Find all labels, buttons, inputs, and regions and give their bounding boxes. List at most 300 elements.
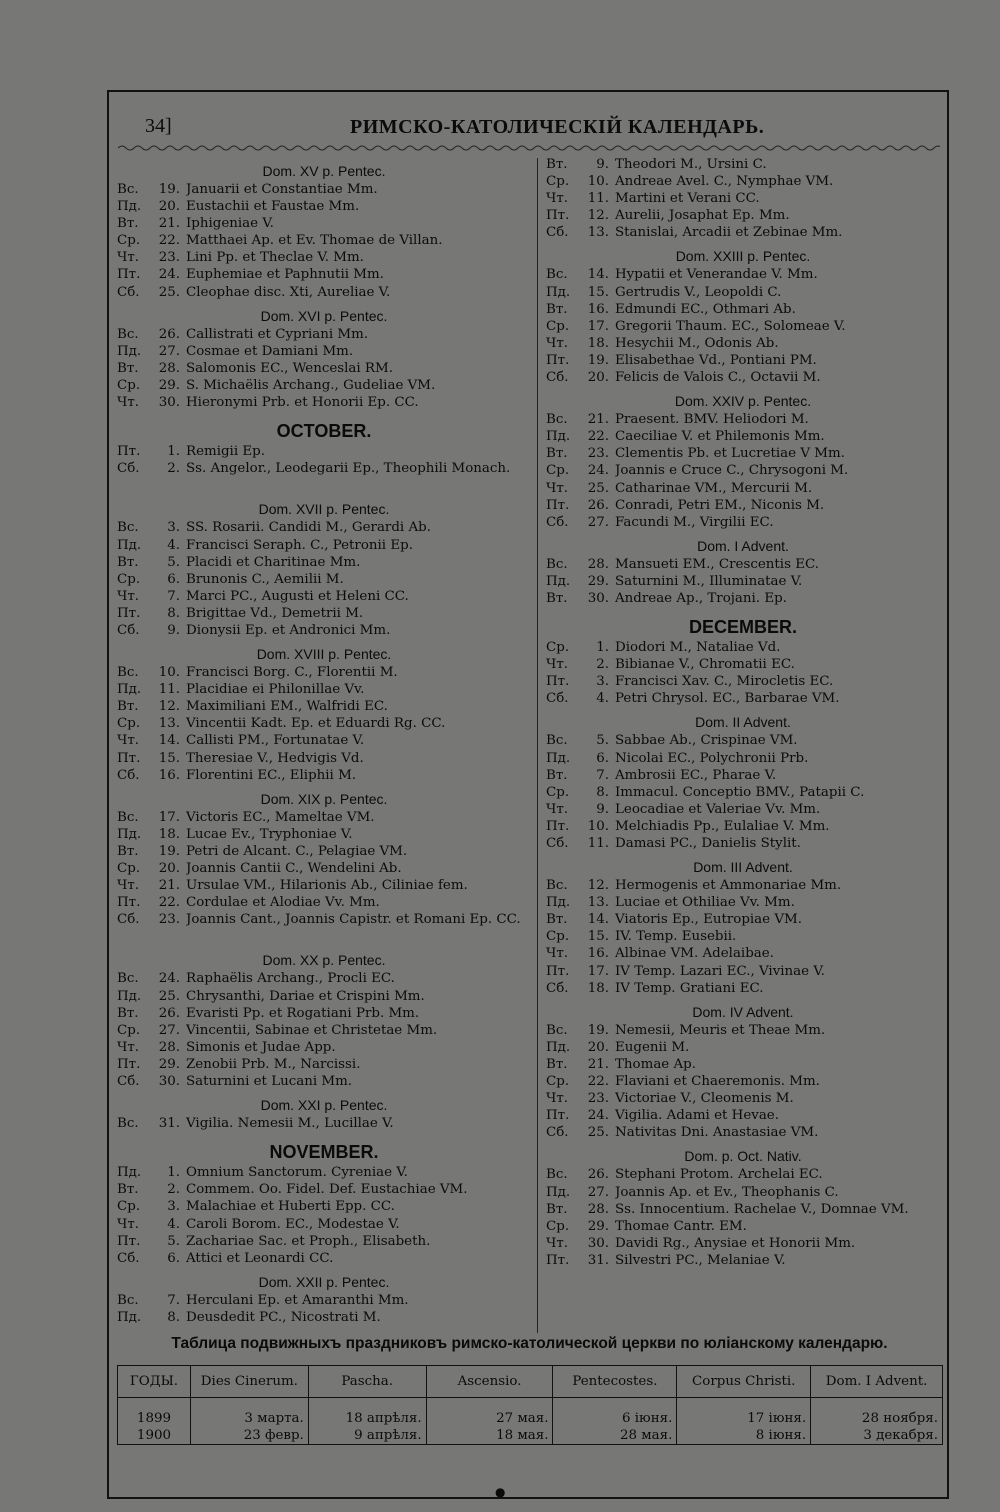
- calendar-entry: [117, 519, 531, 536]
- day-number: 26.: [158, 326, 180, 342]
- calendar-entry: [117, 1233, 531, 1250]
- weekday: Вт.: [546, 1201, 568, 1217]
- saints-text: Hermogenis et Ammonariae Mm.: [615, 878, 842, 894]
- calendar-entry: [117, 1022, 531, 1039]
- saints-text: Salomonis EC., Wenceslai RM.: [186, 360, 393, 376]
- saints-text: Thomae Cantr. EM.: [615, 1218, 747, 1234]
- saints-text: Joannis Cantii C., Wendelini Ab.: [186, 861, 402, 876]
- weekday: Сб.: [117, 912, 140, 928]
- weekday: Сб.: [546, 225, 569, 241]
- date-cell: 18 апрѣля.: [308, 1410, 426, 1427]
- table-header-cell: Ascensio.: [426, 1366, 553, 1398]
- calendar-entry: [546, 352, 940, 369]
- day-number: 21.: [587, 1056, 609, 1072]
- day-number: 23.: [158, 250, 180, 266]
- weekday: Чт.: [546, 657, 569, 673]
- calendar-entry: [117, 894, 531, 911]
- weekday: Пт.: [117, 750, 141, 766]
- calendar-entry: [546, 266, 940, 283]
- day-number: 31.: [587, 1252, 609, 1268]
- saints-text: Joannis Ap. et Ev., Theophanis C.: [615, 1184, 839, 1200]
- calendar-entry: [546, 173, 940, 190]
- calendar-entry: [546, 335, 940, 352]
- saints-text: Victoris EC., Mameltae VM.: [186, 809, 375, 825]
- saints-text: Marci PC., Augusti et Heleni CC.: [186, 588, 409, 604]
- saints-text: Conradi, Petri EM., Niconis M.: [615, 497, 825, 513]
- table-row: [118, 1410, 943, 1427]
- calendar-entry: [117, 605, 531, 622]
- weekday: Пд.: [546, 573, 571, 589]
- saints-text: Placidi et Charitinae Mm.: [186, 554, 361, 570]
- wavy-divider: [118, 143, 940, 153]
- weekday: Пд.: [117, 1165, 142, 1181]
- weekday: Ср.: [546, 1218, 570, 1234]
- calendar-entry: [117, 622, 531, 639]
- calendar-entry: [117, 715, 531, 732]
- saints-text: Vincentii Kadt. Ep. et Eduardi Rg. CC.: [186, 716, 446, 732]
- calendar-entry: [117, 1056, 531, 1073]
- day-number: 8.: [596, 784, 609, 800]
- calendar-entry: [546, 750, 940, 767]
- date-cell: 17 іюня.: [677, 1410, 811, 1427]
- calendar-entry: [546, 690, 940, 707]
- saints-text: Joannis Cant., Joannis Capistr. et Romani Ep. CC.: [186, 912, 521, 928]
- day-number: 27.: [158, 1022, 180, 1038]
- saints-text: Felicis de Valois C., Octavii M.: [615, 370, 821, 386]
- saints-text: Lini Pp. et Theclae V. Mm.: [186, 250, 364, 266]
- date-cell: 27 мая.: [426, 1410, 553, 1427]
- calendar-entry: [546, 318, 940, 335]
- weekday: Пт.: [546, 963, 570, 979]
- weekday: Вс.: [546, 1022, 568, 1038]
- saints-text: Stephani Protom. Archelai EC.: [615, 1167, 823, 1183]
- saints-text: Remigii Ep.: [186, 444, 265, 460]
- day-number: 14.: [158, 733, 180, 749]
- calendar-entry: [546, 928, 940, 945]
- calendar-entry: [546, 1252, 940, 1269]
- day-number: 17.: [158, 809, 180, 825]
- calendar-entry: [546, 656, 940, 673]
- date-cell: 6 іюня.: [553, 1410, 677, 1427]
- weekday: Сб.: [546, 691, 569, 707]
- day-number: 18.: [158, 826, 180, 842]
- day-number: 22.: [158, 233, 180, 249]
- spacer-cell: [426, 1398, 553, 1411]
- day-number: 8.: [167, 605, 180, 621]
- saints-text: Hypatii et Venerandae V. Mm.: [615, 267, 818, 283]
- day-number: 8.: [167, 1309, 180, 1325]
- weekday: Пд.: [117, 199, 142, 215]
- left-column: [117, 156, 531, 1326]
- day-number: 20.: [587, 1039, 609, 1055]
- weekday: Ср.: [546, 784, 570, 800]
- day-number: 4.: [596, 691, 609, 707]
- calendar-entry: [117, 1073, 531, 1090]
- table-caption: Таблица подвижныхъ праздниковъ римско-католической церкви по юліанскому календарю.: [171, 1335, 888, 1352]
- day-number: 26.: [587, 1167, 609, 1183]
- sunday-heading: Dom. XXI p. Pentec.: [260, 1097, 388, 1114]
- weekday: Вс.: [117, 520, 139, 536]
- day-number: 30.: [587, 590, 609, 606]
- saints-text: Thomae Ap.: [615, 1056, 696, 1072]
- calendar-entry: [117, 988, 531, 1005]
- date-cell: 18 мая.: [426, 1427, 553, 1445]
- day-number: 2.: [167, 1182, 180, 1198]
- right-column: [546, 156, 940, 1269]
- day-number: 15.: [587, 929, 609, 945]
- weekday: Пд.: [117, 988, 142, 1004]
- calendar-entry: [546, 284, 940, 301]
- saints-text: Raphaëlis Archang., Procli EC.: [186, 971, 395, 987]
- weekday: Вт.: [546, 912, 568, 928]
- weekday: Пд.: [546, 895, 571, 911]
- saints-text: Maximiliani EM., Walfridi EC.: [186, 699, 388, 715]
- date-cell: 8 іюня.: [677, 1427, 811, 1445]
- table-header-cell: ГОДЫ.: [118, 1366, 191, 1398]
- saints-text: Matthaei Ap. et Ev. Thomae de Villan.: [186, 233, 443, 249]
- day-number: 9.: [167, 622, 180, 638]
- day-number: 27.: [158, 343, 180, 359]
- saints-text: Commem. Oo. Fidel. Def. Eustachiae VM.: [186, 1182, 468, 1198]
- day-number: 19.: [587, 352, 609, 368]
- calendar-entry: [546, 1184, 940, 1201]
- weekday: Чт.: [117, 1039, 140, 1055]
- day-number: 30.: [587, 1235, 609, 1251]
- day-number: 29.: [158, 377, 180, 393]
- weekday: Чт.: [546, 801, 569, 817]
- day-number: 7.: [167, 1292, 180, 1308]
- table-spacer-row: [118, 1398, 943, 1411]
- day-number: 23.: [587, 1091, 609, 1107]
- weekday: Вс.: [117, 182, 139, 197]
- day-number: 10.: [587, 818, 609, 834]
- month-heading: NOVEMBER.: [269, 1142, 379, 1163]
- weekday: Вт.: [117, 216, 139, 232]
- saints-text: Caroli Borom. EC., Modestae V.: [186, 1216, 400, 1232]
- saints-text: Callisti PM., Fortunatae V.: [186, 733, 365, 749]
- calendar-entry: [546, 190, 940, 207]
- weekday: Пт.: [117, 1233, 141, 1249]
- calendar-entry: [546, 224, 940, 241]
- spacer-cell: [811, 1398, 943, 1411]
- weekday: Пт.: [117, 444, 141, 460]
- weekday: Вт.: [117, 1182, 139, 1198]
- weekday: Чт.: [117, 1216, 140, 1232]
- calendar-entry: [117, 571, 531, 588]
- saints-text: Bibianae V., Chromatii EC.: [615, 657, 795, 673]
- day-number: 21.: [587, 412, 609, 428]
- calendar-entry: [117, 394, 531, 411]
- calendar-entry: [117, 1181, 531, 1198]
- weekday: Вт.: [546, 1056, 568, 1072]
- weekday: Сб.: [117, 461, 140, 477]
- saints-text: Iphigeniae V.: [186, 216, 274, 232]
- table-header-row: [118, 1366, 943, 1398]
- saints-text: Damasi PC., Danielis Stylit.: [615, 836, 801, 851]
- weekday: Чт.: [546, 1235, 569, 1251]
- saints-text: Catharinae VM., Mercurii M.: [615, 480, 813, 496]
- saints-text: Leocadiae et Valeriae Vv. Mm.: [615, 801, 821, 817]
- weekday: Вс.: [117, 326, 139, 342]
- calendar-entry: [117, 343, 531, 360]
- weekday: Вт.: [546, 301, 568, 317]
- calendar-entry: [546, 980, 940, 997]
- weekday: Ср.: [117, 1022, 141, 1038]
- calendar-entry: [546, 639, 940, 656]
- spacer-cell: [677, 1398, 811, 1411]
- day-number: 15.: [587, 284, 609, 300]
- weekday: Пт.: [117, 1056, 141, 1072]
- saints-text: Sabbae Ab., Crispinae VM.: [615, 733, 798, 749]
- day-number: 22.: [158, 895, 180, 911]
- weekday: Вт.: [117, 1005, 139, 1021]
- calendar-entry: [117, 767, 531, 784]
- day-number: 31.: [158, 1116, 180, 1132]
- weekday: Ср.: [546, 1074, 570, 1090]
- calendar-entry: [117, 1005, 531, 1022]
- weekday: Пд.: [546, 429, 571, 445]
- day-number: 26.: [158, 1005, 180, 1021]
- day-number: 22.: [587, 1074, 609, 1090]
- saints-text: S. Michaëlis Archang., Gudeliae VM.: [186, 377, 436, 393]
- weekday: Вт.: [546, 446, 568, 462]
- calendar-entry: [117, 326, 531, 343]
- calendar-entry: [117, 911, 531, 945]
- saints-text: Januarii et Constantiae Mm.: [186, 182, 378, 197]
- day-number: 6.: [167, 571, 180, 587]
- weekday: Вс.: [117, 665, 139, 681]
- calendar-entry: [117, 860, 531, 877]
- saints-text: Victoriae V., Cleomenis M.: [615, 1091, 794, 1107]
- calendar-entry: [546, 1073, 940, 1090]
- weekday: Пт.: [546, 497, 570, 513]
- weekday: Пд.: [117, 343, 142, 359]
- calendar-entry: [546, 514, 940, 531]
- saints-text: Francisci Seraph. C., Petronii Ep.: [186, 537, 413, 553]
- weekday: Пт.: [117, 605, 141, 621]
- calendar-entry: [546, 556, 940, 573]
- saints-text: Brunonis C., Aemilii M.: [186, 571, 344, 587]
- weekday: Вт.: [546, 157, 568, 172]
- weekday: Сб.: [117, 1074, 140, 1090]
- day-number: 24.: [158, 971, 180, 987]
- day-number: 17.: [587, 963, 609, 979]
- weekday: Сб.: [117, 767, 140, 783]
- sunday-heading: Dom. XXIV p. Pentec.: [674, 393, 812, 410]
- saints-text: Attici et Leonardi CC.: [186, 1250, 334, 1266]
- saints-text: Praesent. BMV. Heliodori M.: [615, 412, 809, 428]
- saints-text: Ss. Angelor., Leodegarii Ep., Theophili Monach.: [186, 461, 511, 477]
- saints-text: Cleophae disc. Xti, Aureliae V.: [186, 284, 391, 300]
- weekday: Ср.: [546, 174, 570, 190]
- saints-text: Malachiae et Huberti Epp. CC.: [186, 1199, 395, 1215]
- day-number: 29.: [587, 573, 609, 589]
- saints-text: Immacul. Conceptio BMV., Patapii C.: [615, 784, 865, 800]
- day-number: 24.: [587, 463, 609, 479]
- day-number: 23.: [158, 912, 180, 928]
- day-number: 30.: [158, 395, 180, 411]
- weekday: Сб.: [546, 836, 569, 851]
- calendar-entry: [546, 1166, 940, 1183]
- weekday: Пт.: [546, 818, 570, 834]
- date-cell: 23 февр.: [190, 1427, 308, 1445]
- weekday: Чт.: [546, 946, 569, 962]
- saints-text: Diodori M., Nataliae Vd.: [615, 640, 781, 656]
- weekday: Пд.: [546, 1039, 571, 1055]
- weekday: Пд.: [117, 537, 142, 553]
- day-number: 6.: [167, 1250, 180, 1266]
- calendar-entry: [117, 249, 531, 266]
- calendar-entry: [546, 207, 940, 224]
- calendar-entry: [546, 1056, 940, 1073]
- saints-text: Lucae Ev., Tryphoniae V.: [186, 826, 353, 842]
- weekday: Сб.: [546, 370, 569, 386]
- table-header-cell: Pentecostes.: [553, 1366, 677, 1398]
- calendar-entry: [546, 1235, 940, 1252]
- saints-text: Hesychii M., Odonis Ab.: [615, 335, 779, 351]
- weekday: Чт.: [117, 395, 140, 411]
- calendar-entry: [546, 369, 940, 386]
- day-number: 25.: [587, 1125, 609, 1141]
- weekday: Пт.: [117, 895, 141, 911]
- day-number: 22.: [587, 429, 609, 445]
- day-number: 2.: [167, 461, 180, 477]
- spacer-cell: [308, 1398, 426, 1411]
- weekday: Ср.: [117, 716, 141, 732]
- weekday: Пд.: [117, 682, 142, 698]
- spacer-cell: [190, 1398, 308, 1411]
- day-number: 4.: [167, 537, 180, 553]
- day-number: 27.: [587, 1184, 609, 1200]
- calendar-entry: [546, 1107, 940, 1124]
- calendar-entry: [546, 497, 940, 514]
- calendar-entry: [546, 156, 940, 173]
- sunday-heading: Dom. IV Advent.: [692, 1003, 794, 1020]
- day-number: 13.: [587, 225, 609, 241]
- saints-text: Evaristi Pp. et Rogatiani Prb. Mm.: [186, 1005, 420, 1021]
- calendar-entry: [546, 462, 940, 479]
- day-number: 25.: [158, 988, 180, 1004]
- weekday: Чт.: [546, 480, 569, 496]
- calendar-entry: [117, 843, 531, 860]
- calendar-entry: [546, 767, 940, 784]
- day-number: 10.: [587, 174, 609, 190]
- weekday: Ср.: [117, 861, 141, 876]
- calendar-entry: [117, 1292, 531, 1309]
- day-number: 5.: [167, 1233, 180, 1249]
- saints-text: Joannis e Cruce C., Chrysogoni M.: [615, 463, 849, 479]
- saints-text: Martini et Verani CC.: [615, 191, 760, 207]
- day-number: 30.: [158, 1074, 180, 1090]
- day-number: 20.: [158, 199, 180, 215]
- calendar-entry: [546, 1090, 940, 1107]
- movable-feasts-table: [117, 1365, 943, 1445]
- calendar-entry: [117, 877, 531, 894]
- calendar-entry: [117, 215, 531, 232]
- day-number: 19.: [158, 843, 180, 859]
- sunday-heading: Dom. XIX p. Pentec.: [260, 790, 388, 807]
- sunday-heading: Dom. XXIII p. Pentec.: [675, 248, 811, 265]
- calendar-entry: [117, 360, 531, 377]
- saints-text: Andreae Ap., Trojani. Ep.: [615, 590, 787, 606]
- day-number: 14.: [587, 912, 609, 928]
- table-header-cell: Corpus Christi.: [677, 1366, 811, 1398]
- day-number: 20.: [587, 370, 609, 386]
- day-number: 29.: [158, 1056, 180, 1072]
- day-number: 11.: [158, 682, 180, 698]
- day-number: 17.: [587, 318, 609, 334]
- saints-text: Ss. Innocentium. Rachelae V., Domnae VM.: [615, 1201, 909, 1217]
- saints-text: Hieronymi Prb. et Honorii Ep. CC.: [186, 395, 419, 411]
- saints-text: Petri Chrysol. EC., Barbarae VM.: [615, 691, 840, 707]
- weekday: Сб.: [546, 1125, 569, 1141]
- saints-text: Nicolai EC., Polychronii Prb.: [615, 750, 809, 766]
- sunday-heading: Dom. p. Oct. Nativ.: [684, 1148, 802, 1165]
- saints-text: Aurelii, Josaphat Ep. Mm.: [615, 208, 790, 224]
- calendar-entry: [546, 818, 940, 835]
- sunday-heading: Dom. III Advent.: [693, 859, 793, 876]
- saints-text: Deusdedit PC., Nicostrati M.: [186, 1309, 381, 1325]
- saints-text: SS. Rosarii. Candidi M., Gerardi Ab.: [186, 520, 431, 536]
- saints-text: Melchiadis Pp., Eulaliae V. Mm.: [615, 818, 830, 834]
- saints-text: Saturnini M., Illuminatae V.: [615, 573, 803, 589]
- day-number: 14.: [587, 267, 609, 283]
- calendar-entry: [117, 588, 531, 605]
- table-header-cell: Dom. I Advent.: [811, 1366, 943, 1398]
- saints-text: Davidi Rg., Anysiae et Honorii Mm.: [615, 1235, 856, 1251]
- day-number: 20.: [158, 861, 180, 876]
- calendar-entry: [546, 301, 940, 318]
- day-number: 11.: [587, 191, 609, 207]
- day-number: 13.: [158, 716, 180, 732]
- weekday: Чт.: [117, 250, 140, 266]
- sunday-heading: Dom. XV p. Pentec.: [262, 163, 386, 179]
- saints-text: Florentini EC., Eliphii M.: [186, 767, 357, 783]
- day-number: 16.: [587, 946, 609, 962]
- day-number: 27.: [587, 514, 609, 530]
- calendar-entry: [117, 1309, 531, 1326]
- calendar-entry: [546, 801, 940, 818]
- saints-text: Gertrudis V., Leopoldi C.: [615, 284, 782, 300]
- calendar-entry: [546, 732, 940, 749]
- weekday: Ср.: [117, 1199, 141, 1215]
- calendar-entry: [546, 480, 940, 497]
- weekday: Пт.: [546, 1108, 570, 1124]
- day-number: 16.: [158, 767, 180, 783]
- weekday: Пт.: [546, 674, 570, 690]
- weekday: Пд.: [546, 1184, 571, 1200]
- calendar-entry: [117, 443, 531, 460]
- weekday: Вс.: [117, 1116, 139, 1132]
- month-heading: DECEMBER.: [688, 617, 797, 638]
- day-number: 6.: [596, 750, 609, 766]
- calendar-entry: [117, 181, 531, 198]
- calendar-entry: [117, 198, 531, 215]
- day-number: 3.: [167, 520, 180, 536]
- calendar-entry: [117, 1039, 531, 1056]
- weekday: Ср.: [546, 463, 570, 479]
- calendar-entry: [117, 750, 531, 767]
- weekday: Вт.: [117, 843, 139, 859]
- day-number: 1.: [596, 640, 609, 656]
- calendar-entry: [117, 1198, 531, 1215]
- saints-text: Chrysanthi, Dariae et Crispini Mm.: [186, 988, 425, 1004]
- weekday: Сб.: [117, 284, 140, 300]
- weekday: Вс.: [546, 1167, 568, 1183]
- weekday: Вт.: [546, 767, 568, 783]
- weekday: Вт.: [117, 554, 139, 570]
- calendar-entry: [546, 590, 940, 607]
